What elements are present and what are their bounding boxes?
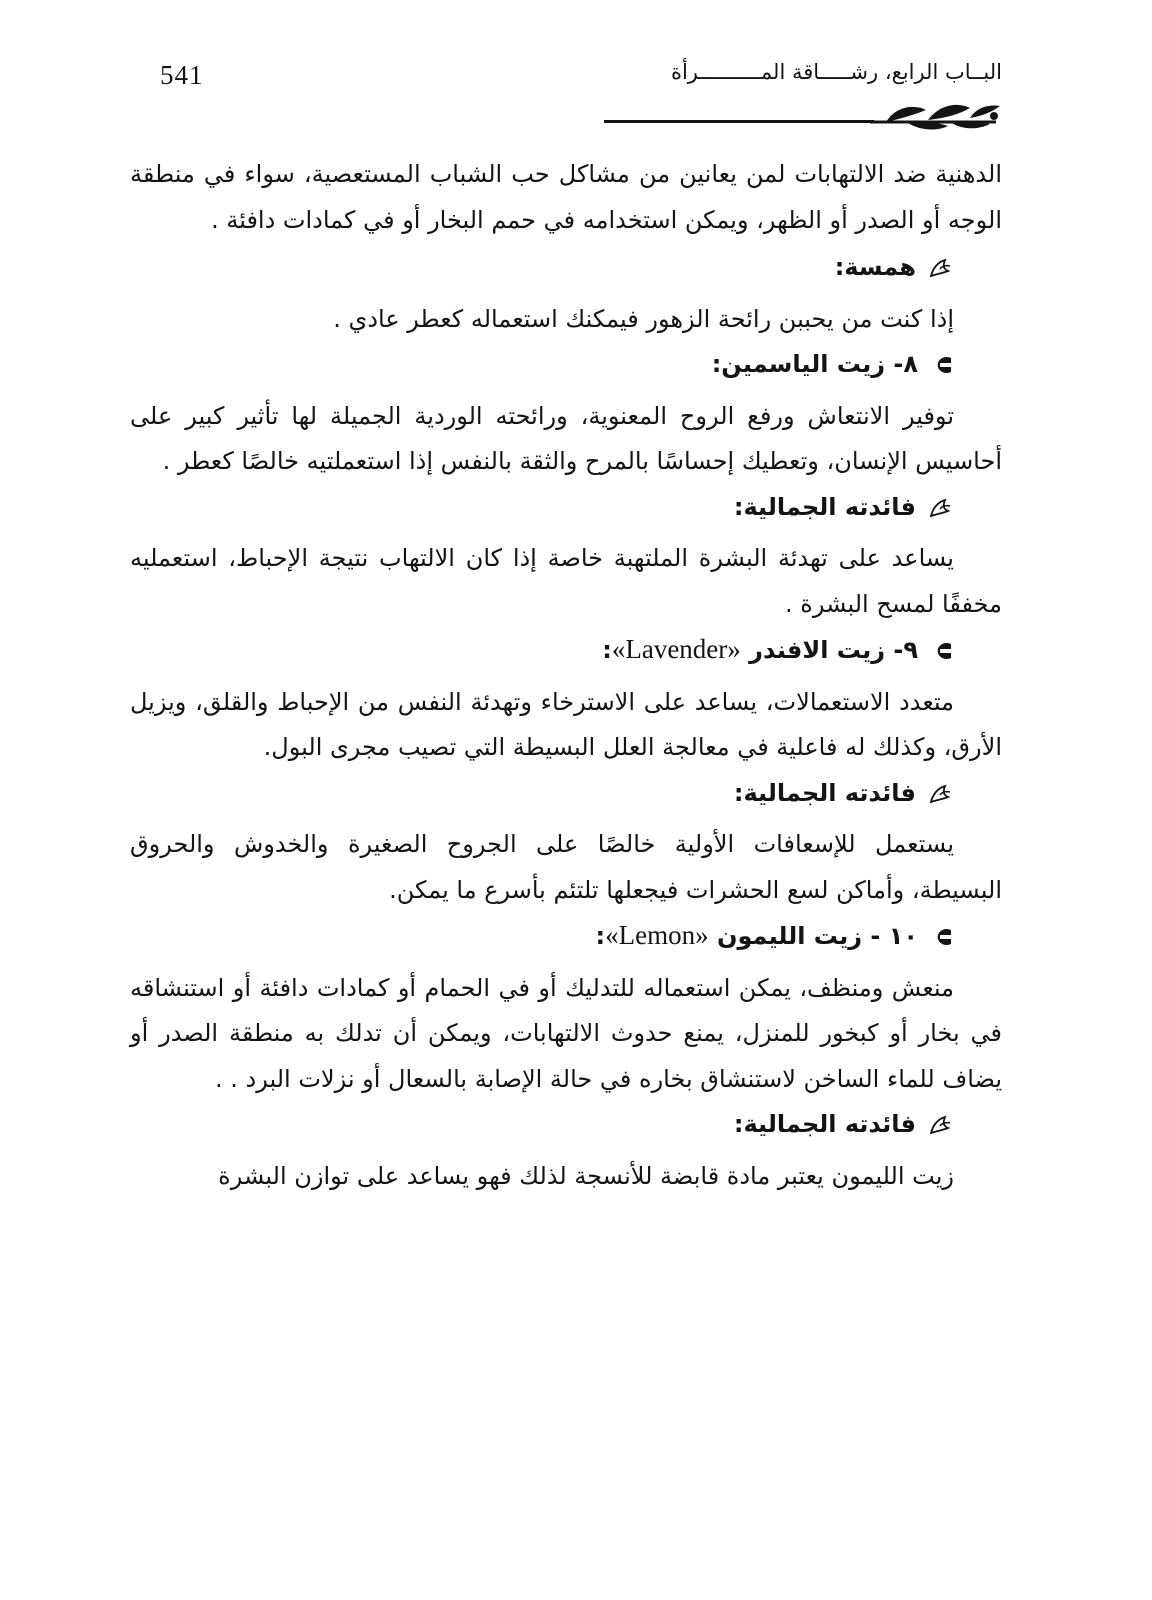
oil-heading-lemon <box>130 913 1002 960</box>
benefit-heading <box>130 485 1002 531</box>
oil-heading-colon: : <box>595 922 606 950</box>
page-number: 541 <box>160 60 204 90</box>
oil-heading-label: ٩- زيت الافندر <box>749 636 918 664</box>
half-circle-bullet-icon <box>930 641 954 661</box>
oil-heading-latin: «Lavender» <box>611 634 741 664</box>
benefit-heading-label: فائدته الجمالية: <box>733 492 916 521</box>
header-rule <box>604 120 874 123</box>
oil-heading-latin: «Lemon» <box>605 920 709 950</box>
benefit-heading <box>130 771 1002 817</box>
hint-heading-label: همسة: <box>834 253 916 281</box>
paragraph: يساعد على تهدئة البشرة الملتهبة خاصة إذا كان الالتهاب نتيجة الإحباط، استعمليه مخففًا لمسح البشرة . <box>130 544 1002 618</box>
paragraph: الدهنية ضد الالتهابات لمن يعانين من مشاكل حب الشباب المستعصية، سواء في منطقة الوجه أو الصدر أو الظهر، ويمكن استخدامه في حمم البخار أو في كمادات دافئة . <box>130 160 1002 234</box>
oil-heading-colon: : <box>602 636 612 664</box>
half-circle-bullet-icon <box>930 927 954 947</box>
paragraph: توفير الانتعاش ورفع الروح المعنوية، ورائحته الوردية الجميلة لها تأثير كبير على أحاسيس الإنسان، وتعطيك إحساسًا بالمرح والثقة بالنفس إذا استعملتيه خالصًا كعطر . <box>130 401 1002 475</box>
flower-bullet-icon <box>928 497 954 519</box>
page-content <box>130 152 1002 1199</box>
paragraph: زيت الليمون يعتبر مادة قابضة للأنسجة لذلك فهو يساعد على توازن البشرة <box>218 1161 954 1190</box>
benefit-heading-label: فائدته الجمالية: <box>733 1110 916 1138</box>
oil-heading-jasmine <box>130 342 1002 388</box>
hint-heading <box>130 245 1002 291</box>
flower-bullet-icon <box>928 257 954 279</box>
oil-heading-lavender <box>130 627 1002 674</box>
paragraph: منعش ومنظف، يمكن استعماله للتدليك أو في الحمام أو كمادات دافئة أو استنشاقه في بخار أو كبخور للمنزل، يمنع حدوث الالتهابات، ويمكن أن تدلك به منطقة الصدر أو يضاف للماء الساخن لاستنشاق بخاره في حالة الإصابة بالسعال أو نزلات البرد . . <box>130 973 1002 1093</box>
benefit-heading-label: فائدته الجمالية: <box>733 778 916 807</box>
flower-bullet-icon <box>928 1114 954 1136</box>
paragraph: يستعمل للإسعافات الأولية خالصًا على الجروح الصغيرة والخدوش والحروق البسيطة، وأماكن لسع الحشرات فيجعلها تلتئم بأسرع ما يمكن. <box>130 830 1002 904</box>
half-circle-bullet-icon <box>930 355 954 375</box>
paragraph: متعدد الاستعمالات، يساعد على الاسترخاء وتهدئة النفس من الإحباط والقلق، ويزيل الأرق، وكذلك له فاعلية في معالجة العلل البسيطة التي تصيب مجرى البول. <box>130 687 1002 761</box>
leaf-sprig-ornament-icon <box>866 96 1006 136</box>
running-header: البــاب الرابع، رشـــــاقة المــــــــــرأة <box>670 60 1002 84</box>
flower-bullet-icon <box>928 783 954 805</box>
oil-heading-label: ١٠ - زيت الليمون <box>716 922 918 950</box>
paragraph: إذا كنت من يحببن رائحة الزهور فيمكنك استعماله كعطر عادي . <box>333 304 954 333</box>
benefit-heading <box>130 1102 1002 1148</box>
oil-heading-label: ٨- زيت الياسمين: <box>711 350 918 378</box>
